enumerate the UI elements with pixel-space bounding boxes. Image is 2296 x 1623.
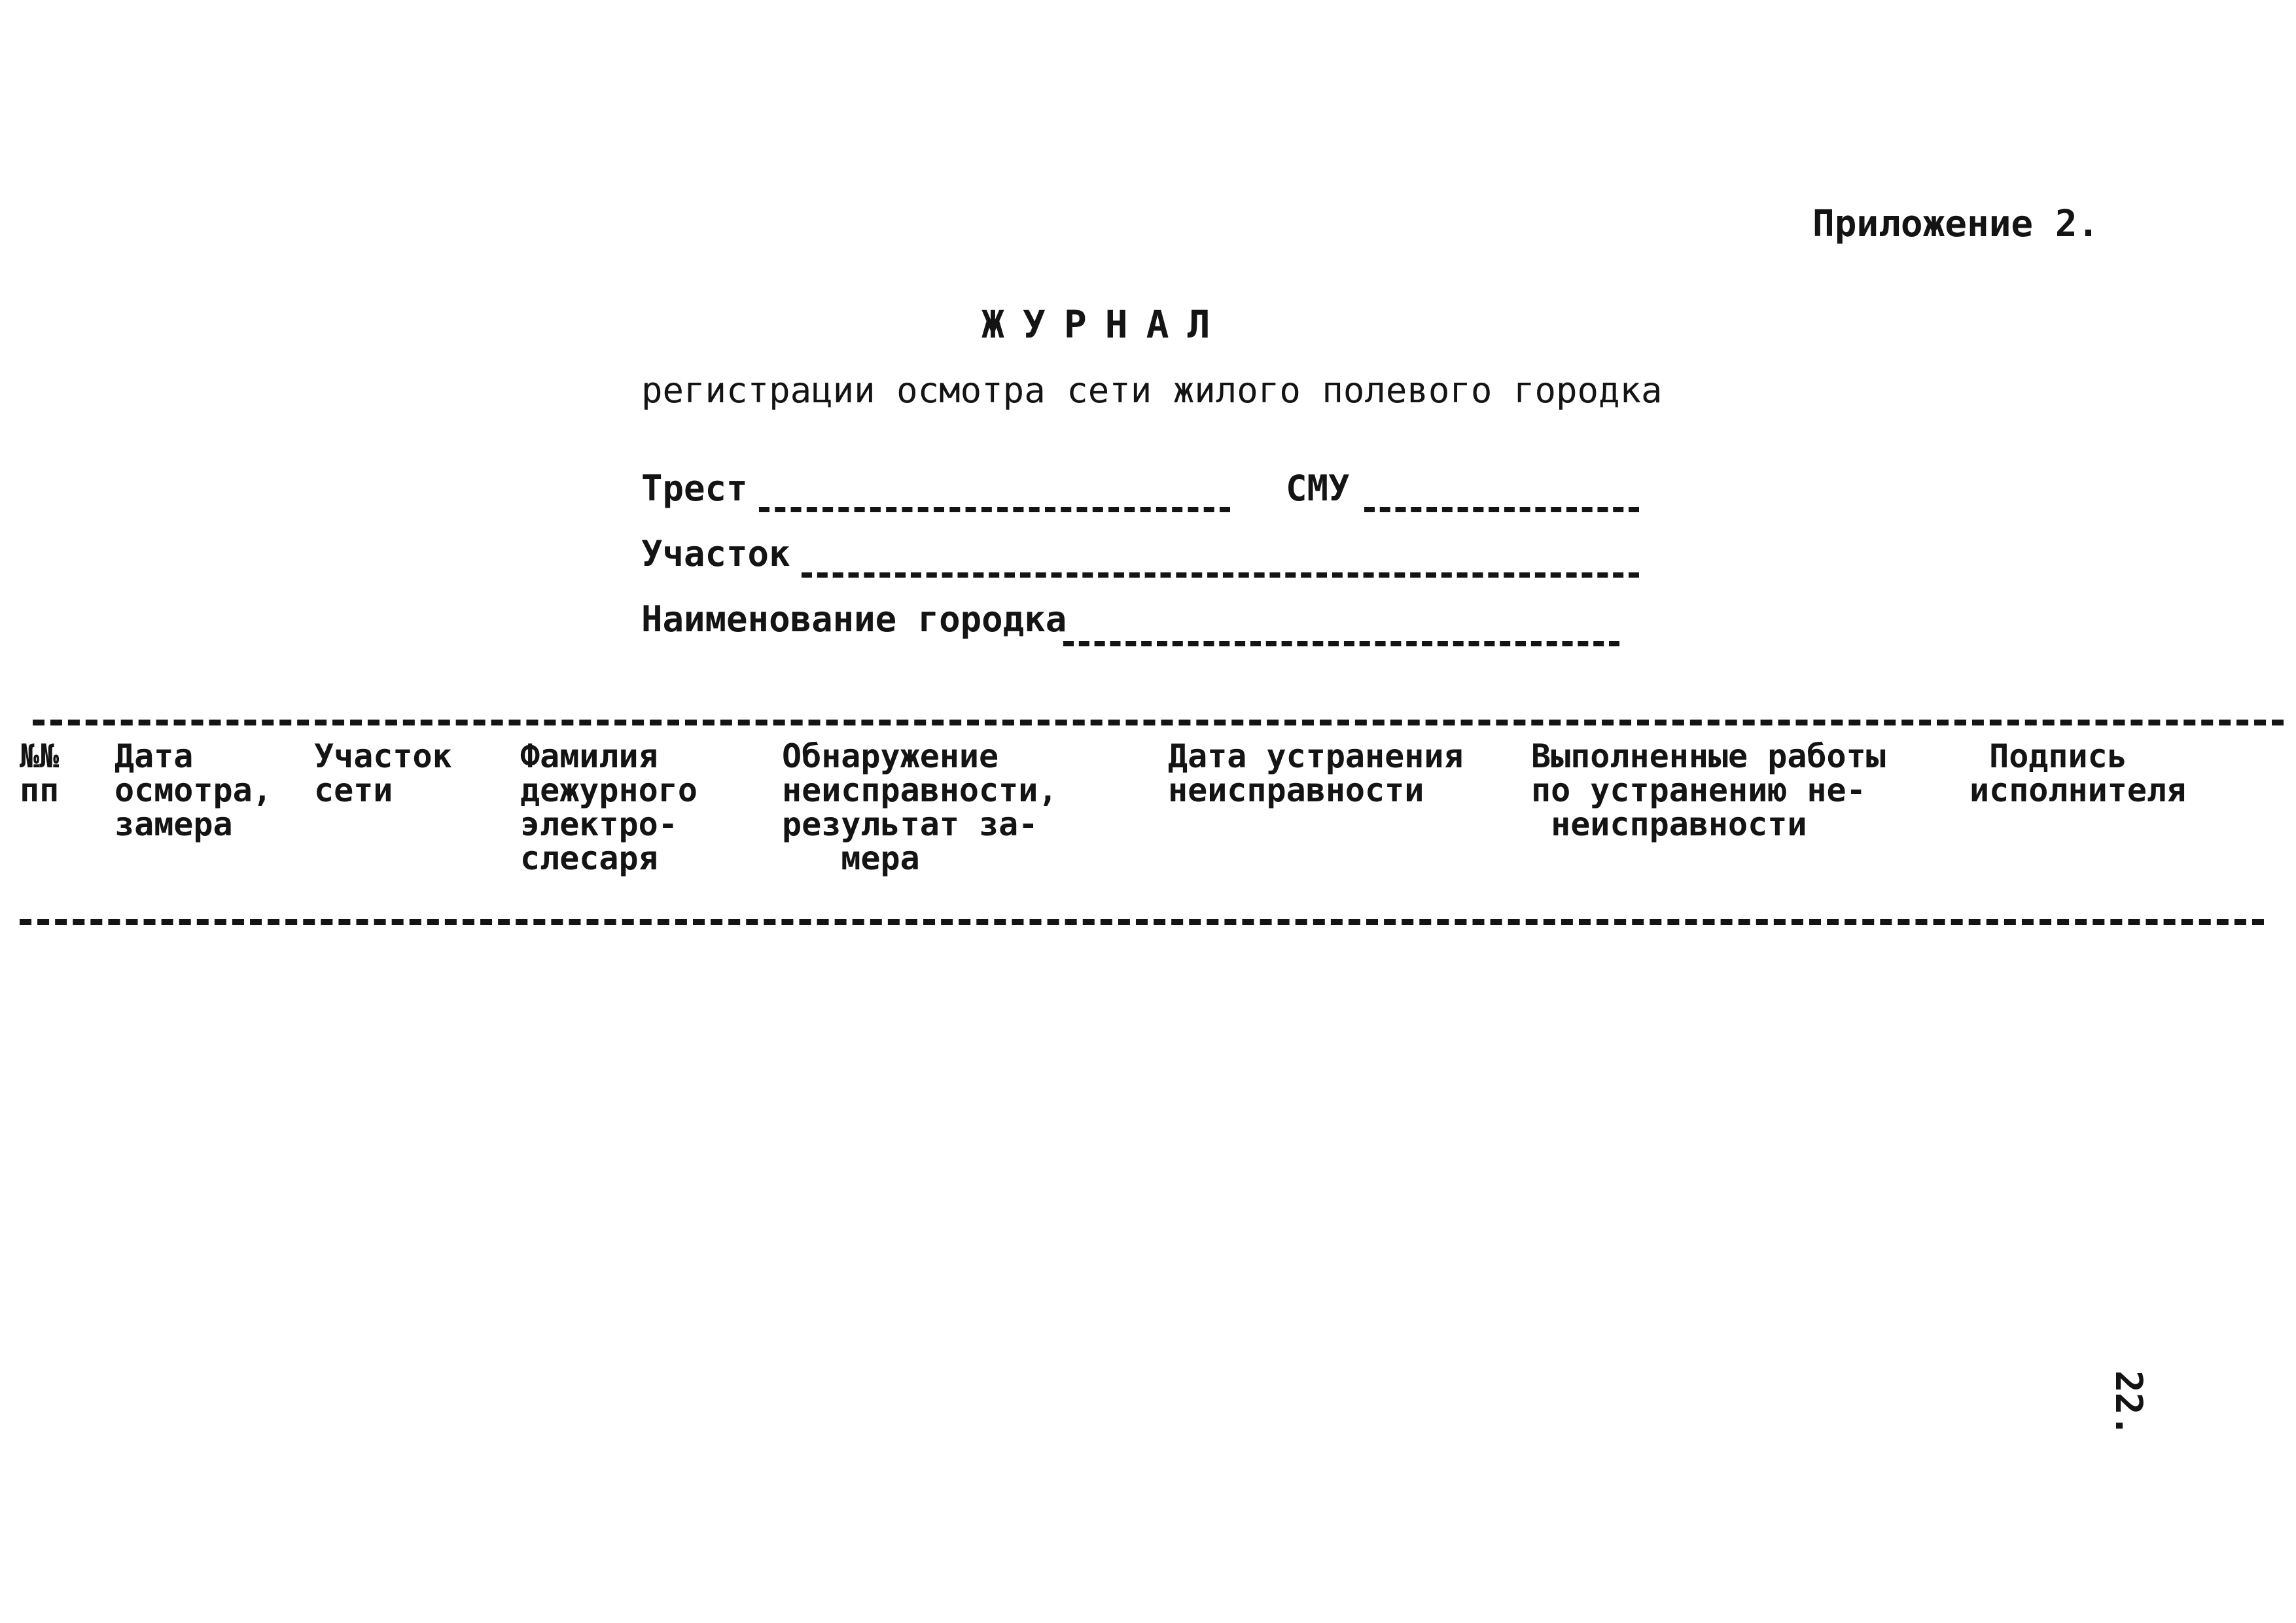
col-number: №№ пп (20, 737, 60, 809)
table-header-bottom-rule (20, 919, 2264, 925)
col-electrician-name: Фамилия дежурного электро- слесаря (520, 737, 698, 877)
smu-field-label: СМУ (1286, 468, 1350, 509)
col-inspection-date: Дата осмотра, замера (115, 737, 272, 843)
journal-title: ЖУРНАЛ (981, 302, 1229, 347)
journal-subtitle: регистрации осмотра сети жилого полевого городка (641, 370, 1663, 411)
trust-field-label: Трест (641, 468, 748, 509)
table-top-rule (33, 720, 2284, 725)
col-fault-found: Обнаружение неисправности, результат за- мера (782, 737, 1058, 877)
trust-field-blank (759, 507, 1230, 512)
town-name-field-label: Наименование городка (641, 599, 1067, 640)
col-signature: Подпись исполнителя (1969, 737, 2187, 809)
col-network-section: Участок сети (314, 737, 452, 809)
col-work-done: Выполненные работы по устранению не- неисправности (1531, 737, 1886, 843)
town-name-field-blank (1063, 641, 1619, 646)
section-field-blank (802, 572, 1639, 578)
smu-field-blank (1364, 507, 1639, 512)
appendix-label: Приложение 2. (1812, 203, 2100, 245)
section-field-label: Участок (641, 533, 790, 574)
col-repair-date: Дата устранения неисправности (1168, 737, 1464, 809)
page-number: 22. (2107, 1370, 2149, 1437)
